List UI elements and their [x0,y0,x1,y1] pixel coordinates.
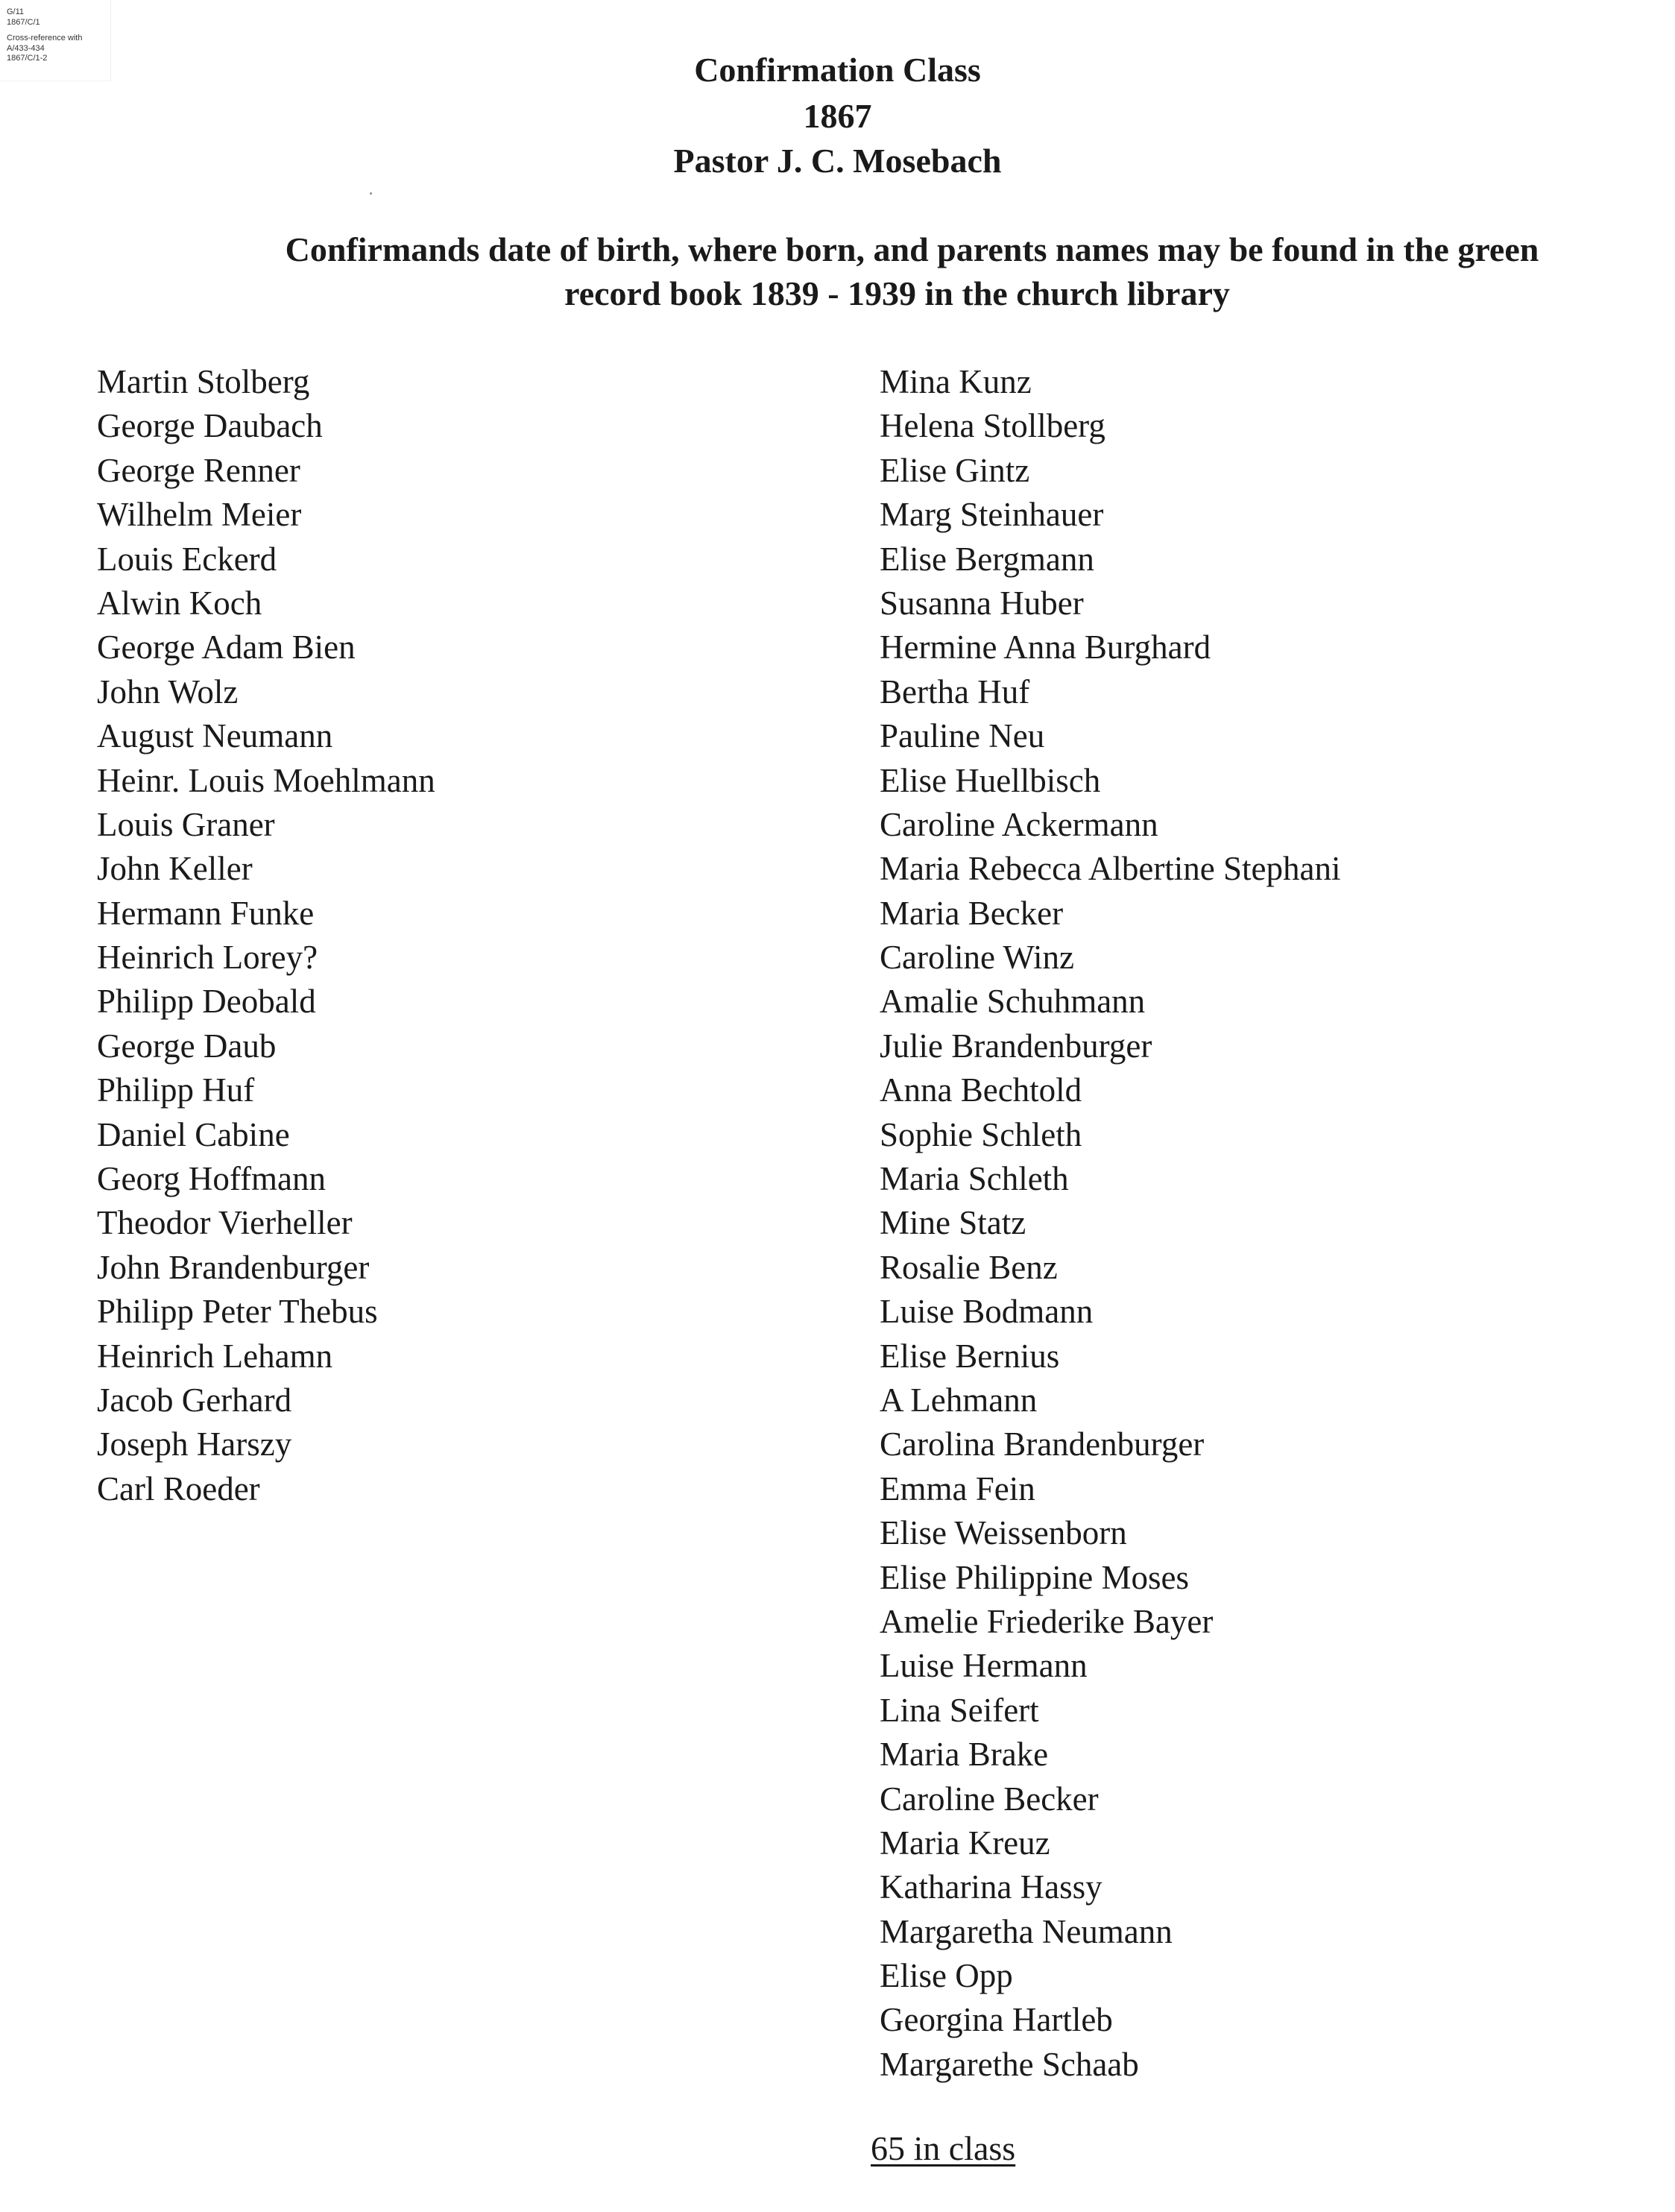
confirmand-name: Marg Steinhauer [880,496,1104,534]
confirmand-name: Elise Philippine Moses [880,1558,1189,1596]
confirmand-name: Louis Eckerd [97,540,277,578]
confirmand-name: John Keller [97,850,253,888]
confirmand-name: Emma Fein [880,1469,1035,1507]
confirmand-name: Caroline Winz [880,939,1075,977]
confirmand-name: Hermine Anna Burghard [880,628,1211,667]
confirmand-name: Louis Graner [97,805,275,843]
stamp-line: 1867/C/1-2 [7,54,48,63]
confirmand-name: Amalie Schuhmann [880,983,1146,1021]
scan-speck [370,192,372,195]
confirmand-name: Philipp Huf [97,1071,255,1109]
confirmand-name: George Daubach [97,407,323,445]
class-year: 1867 [803,97,872,135]
confirmand-name: Philipp Peter Thebus [97,1293,378,1331]
page-title: Confirmation Class [694,51,981,89]
confirmand-name: Luise Bodmann [880,1293,1094,1331]
confirmand-name: Caroline Ackermann [880,805,1158,843]
confirmand-name: George Renner [97,451,300,489]
confirmand-name: Daniel Cabine [97,1115,290,1153]
confirmand-name: Georgina Hartleb [880,2001,1113,2039]
stamp-line: 1867/C/1 [7,17,40,27]
confirmand-name: Margarethe Schaab [880,2045,1139,2083]
confirmand-name: Maria Becker [880,894,1064,932]
left-name-column [97,360,435,1511]
confirmand-name: Margaretha Neumann [880,1912,1173,1950]
confirmand-name: Lina Seifert [880,1691,1039,1729]
confirmand-name: Jacob Gerhard [97,1381,292,1419]
confirmand-name: Hermann Funke [97,894,315,932]
confirmand-name: Amelie Friederike Bayer [880,1602,1214,1640]
confirmand-name: Alwin Koch [97,584,262,622]
confirmand-name: John Brandenburger [97,1248,370,1286]
confirmand-name: Philipp Deobald [97,983,316,1021]
confirmand-name: Rosalie Benz [880,1248,1058,1286]
confirmand-name: Katharina Hassy [880,1868,1103,1906]
confirmand-name: Wilhelm Meier [97,496,302,534]
confirmand-name: A Lehmann [880,1381,1038,1419]
confirmand-name: Maria Kreuz [880,1824,1050,1862]
confirmand-name: Luise Hermann [880,1647,1088,1685]
record-note-line-2: record book 1839 - 1939 in the church library [564,274,1230,312]
confirmand-name: Maria Brake [880,1736,1049,1774]
confirmand-name: George Daub [97,1027,277,1065]
confirmand-name: Julie Brandenburger [880,1027,1152,1065]
pastor-name: Pastor J. C. Mosebach [673,142,1002,180]
right-name-column [880,360,1341,2087]
confirmand-name: Anna Bechtold [880,1071,1082,1109]
record-note-line-1: Confirmands date of birth, where born, and parents names may be found in the green [285,230,1539,268]
confirmand-name: Elise Gintz [880,451,1030,489]
confirmand-name: Elise Opp [880,1957,1013,1995]
confirmand-name: George Adam Bien [97,628,356,667]
confirmand-name: Heinrich Lorey? [97,939,318,977]
stamp-line: A/433-434 [7,43,45,53]
confirmand-name: Helena Stollberg [880,407,1105,445]
confirmand-name: John Wolz [97,672,239,710]
confirmand-name: Elise Bernius [880,1337,1060,1375]
confirmand-name: Joseph Harszy [97,1425,292,1463]
confirmand-name: Carl Roeder [97,1469,260,1507]
confirmand-name: Elise Huellbisch [880,761,1101,799]
confirmand-name: Mina Kunz [880,363,1032,400]
stamp-line: G/11 [7,7,25,16]
confirmand-name: Sophie Schleth [880,1115,1082,1153]
confirmand-name: Bertha Huf [880,672,1030,710]
confirmand-name: Maria Rebecca Albertine Stephani [880,850,1341,888]
confirmand-name: Caroline Becker [880,1780,1099,1818]
confirmand-name: August Neumann [97,717,333,755]
confirmand-name: Elise Bergmann [880,540,1094,578]
class-count: 65 in class [871,2129,1016,2167]
confirmand-name: Maria Schleth [880,1160,1069,1198]
confirmand-name: Carolina Brandenburger [880,1425,1205,1463]
confirmand-name: Elise Weissenborn [880,1514,1127,1552]
confirmand-name: Susanna Huber [880,584,1084,622]
confirmand-name: Pauline Neu [880,717,1045,755]
confirmand-name: Heinrich Lehamn [97,1337,333,1375]
confirmand-name: Martin Stolberg [97,363,310,400]
confirmand-name: Heinr. Louis Moehlmann [97,761,435,799]
confirmand-name: Theodor Vierheller [97,1204,353,1242]
confirmand-name: Mine Statz [880,1204,1026,1242]
stamp-line: Cross-reference with [7,34,83,42]
confirmand-name: Georg Hoffmann [97,1160,327,1198]
